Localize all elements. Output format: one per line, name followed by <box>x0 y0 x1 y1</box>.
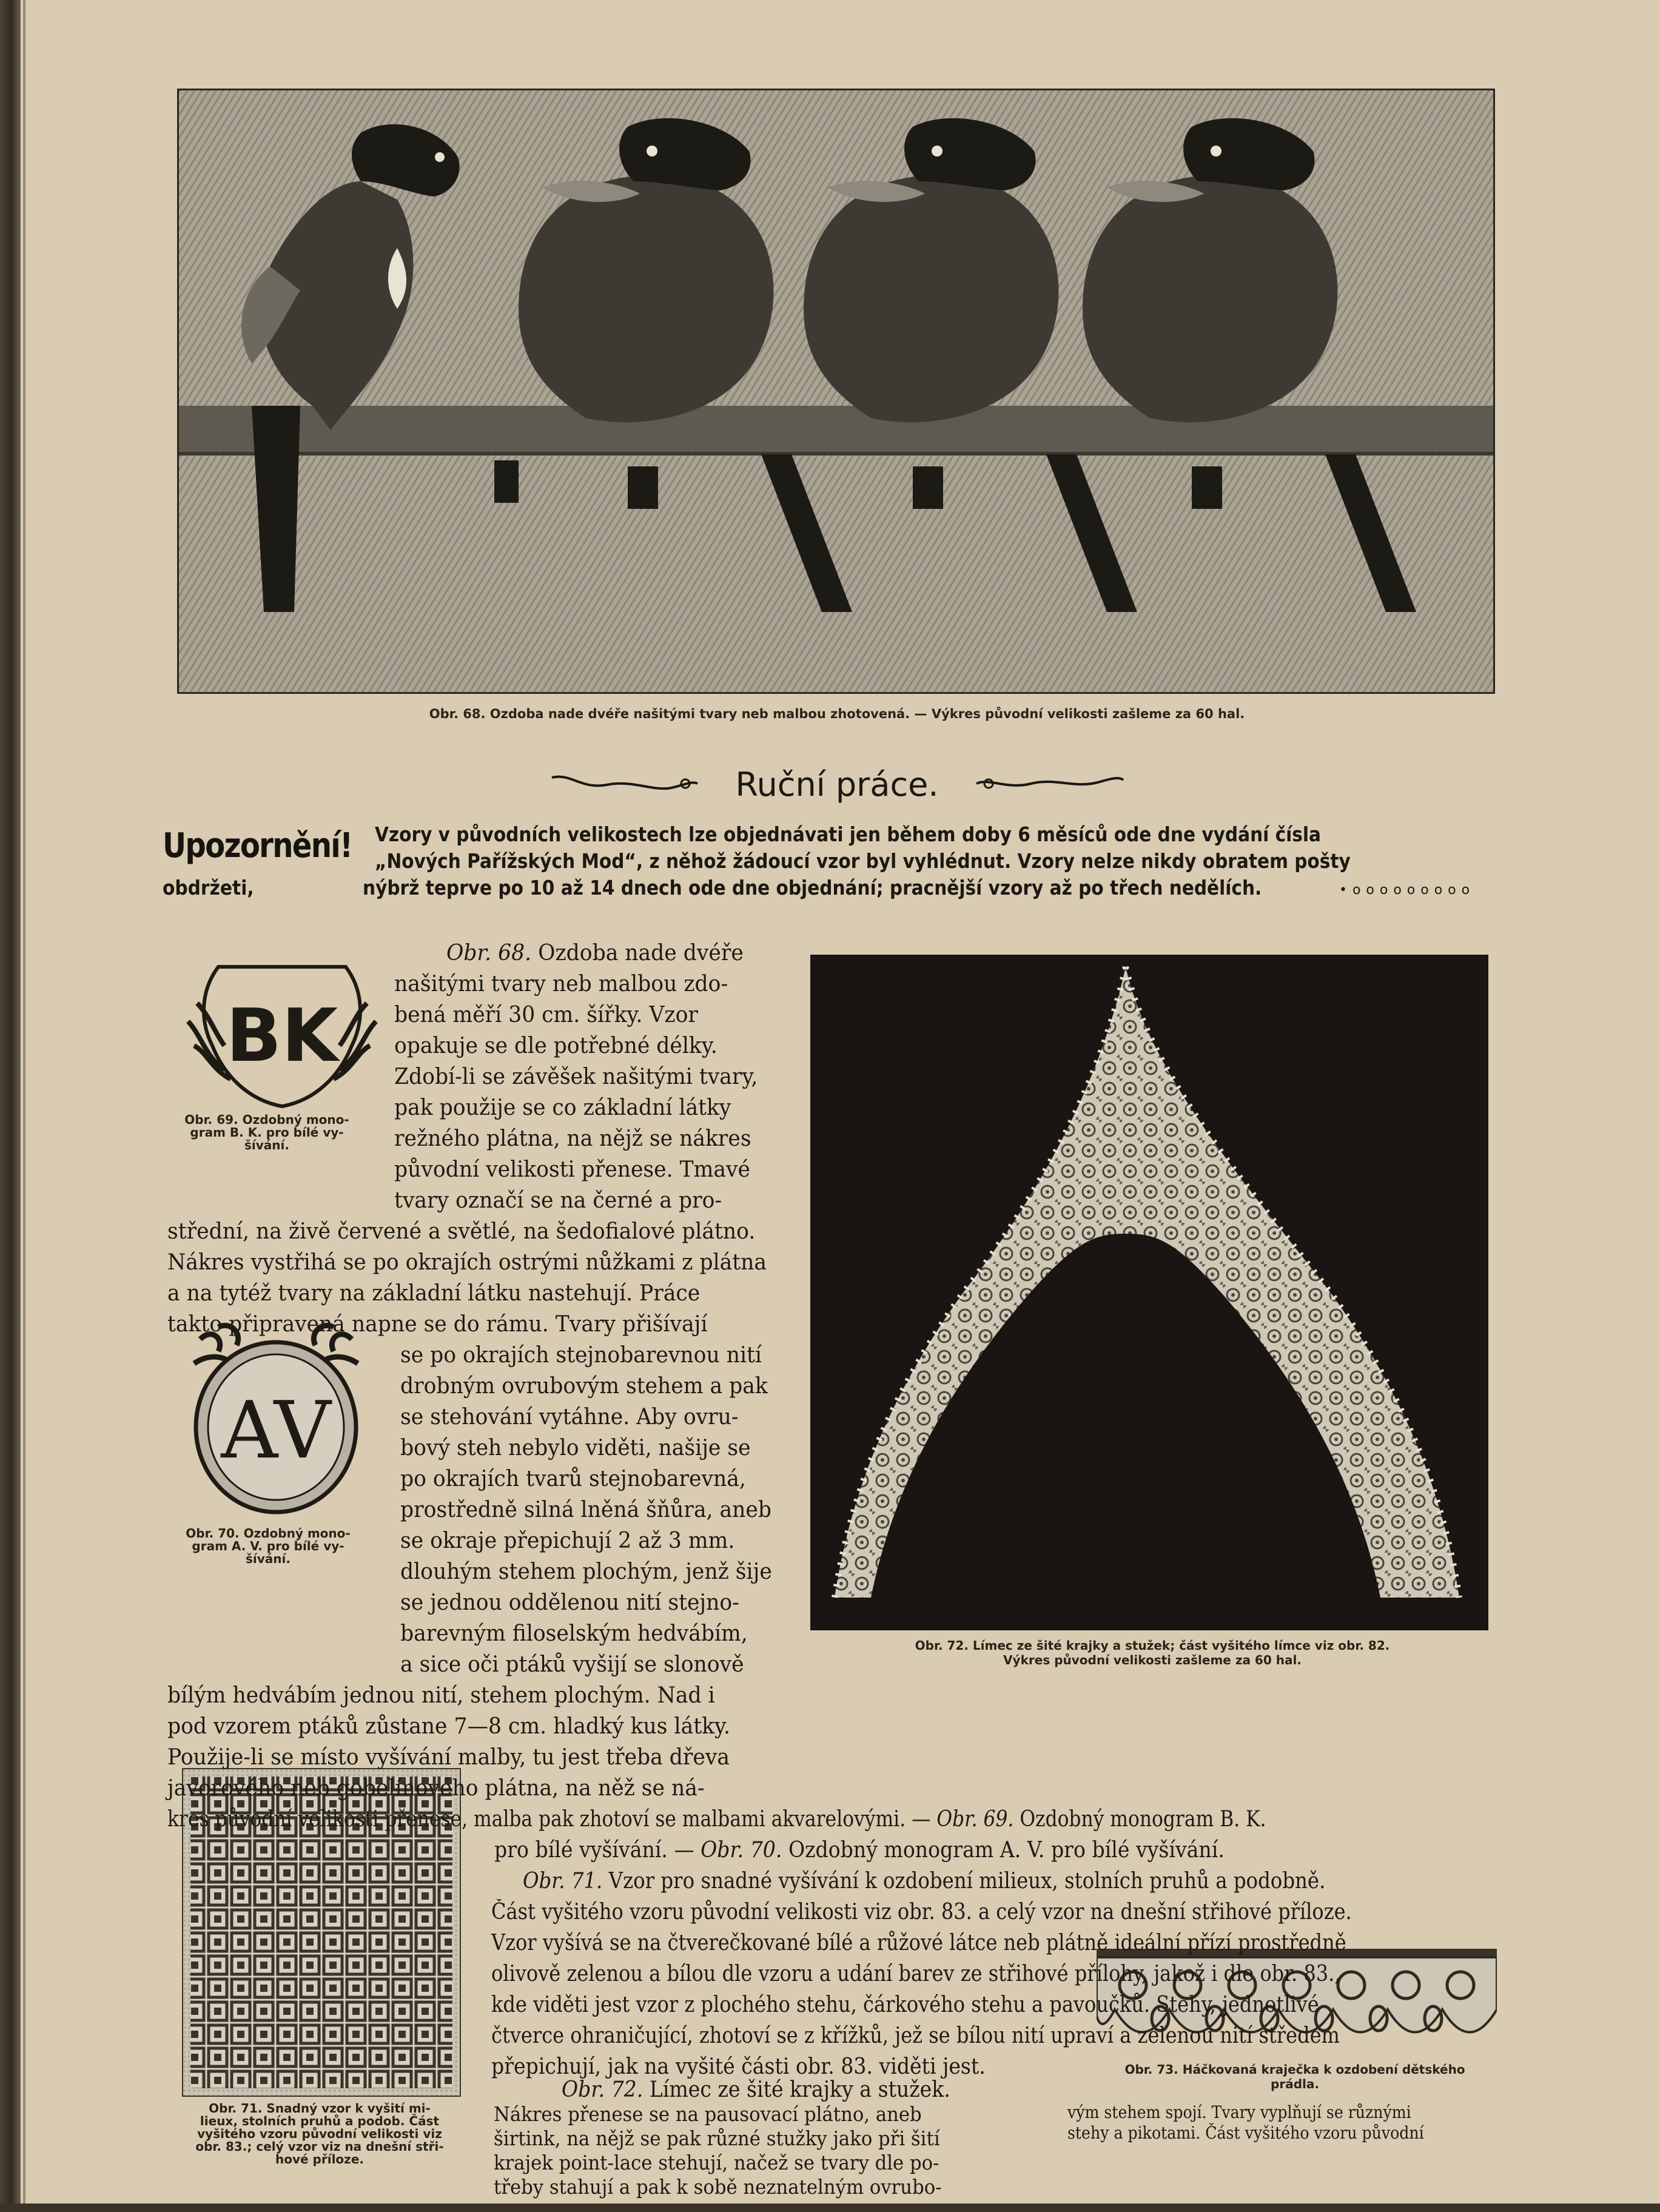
figure-reference: Obr. 72. <box>562 2077 644 2102</box>
text-line: Použije-li se místo vyšívání malby, tu jest třeba dřeva <box>167 1745 730 1770</box>
fig69-caption-line: Obr. 69. Ozdobný mono- <box>184 1112 349 1127</box>
text-line: prostředně silná lněná šňůra, aneb <box>400 1498 771 1522</box>
text-line: režného plátna, na nějž se nákres <box>394 1126 751 1151</box>
fig71-caption-line: Obr. 71. Snadný vzor k vyšití mi- <box>209 2101 431 2116</box>
fig72-caption-line: Výkres původní velikosti zašleme za 60 hal. <box>1003 1653 1302 1667</box>
text-line: pak použije se co základní látky <box>394 1095 731 1120</box>
text-line: našitými tvary neb malbou zdo- <box>394 972 728 997</box>
text-line: Část vyšitého vzoru původní velikosti viz obr. 83. a celý vzor na dnešní střihové příloze. <box>491 1900 1352 1925</box>
text-line: Nákres přenese se na pausovací plátno, aneb <box>494 2102 922 2126</box>
figure-reference: Obr. 68. <box>446 941 532 966</box>
notice-label: Upozornění! <box>163 826 352 866</box>
fig69-letters: BK <box>226 994 338 1078</box>
text-span: pro bílé vyšívání. — <box>494 1838 694 1863</box>
text-line: pod vzorem ptáků zůstane 7—8 cm. hladký kus látky. <box>167 1714 730 1739</box>
bottom-edge <box>0 2204 1660 2212</box>
text-line: tvary označí se na černé a pro- <box>394 1188 722 1213</box>
text-line: se po okrajích stejnobarevnou nití <box>400 1343 762 1368</box>
text-line <box>494 1835 1225 1866</box>
text-line: takto připravená napne se do rámu. Tvary přišívají <box>167 1312 708 1337</box>
fig70-caption <box>165 1527 371 1565</box>
text-line: Nákres vystřihá se po okrajích ostrými nůžkami z plátna <box>167 1250 767 1275</box>
text-line: kde viděti jest vzor z plochého stehu, čárkového stehu a pavoučků. Stehy, jednotlivé <box>491 1992 1319 2017</box>
fig70-monogram-av <box>182 1315 370 1515</box>
fig71-caption-line: obr. 83.; celý vzor viz na dnešní stři- <box>195 2139 444 2154</box>
text-line: bový steh nebylo viděti, našije se <box>400 1436 751 1461</box>
text-line: se jednou oddělenou nití stejno- <box>400 1590 739 1615</box>
text-span: Ozdoba nade dvéře <box>538 941 744 966</box>
fig73-caption <box>1067 2062 1522 2091</box>
left-flourish-icon <box>546 772 704 796</box>
fig71-caption-line: lieux, stolních pruhů a podob. Část <box>200 2114 440 2128</box>
fig70-caption-line: gram A. V. pro bílé vy- <box>192 1539 344 1553</box>
text-line: stehy a pikotami. Část vyšitého vzoru původní <box>1067 2123 1424 2143</box>
notice-line-2: „Nových Pařížských Mod“, z něhož žádoucí vzor byl vyhlédnut. Vzory nelze nikdy obratem pošty <box>375 849 1351 873</box>
text-line: drobným ovrubovým stehem a pak <box>400 1374 768 1399</box>
text-line <box>446 938 744 969</box>
text-line: krajek point-lace stehují, načež se tvary dle po- <box>494 2151 939 2174</box>
fig69-caption <box>164 1114 370 1152</box>
text-line: Vzor vyšívá se na čtverečkované bílé a růžové látce neb plátně ideální přízí prostředně <box>491 1931 1346 1955</box>
text-line: dlouhým stehem plochým, jenž šije <box>400 1559 772 1584</box>
fig70-caption-line: šívání. <box>246 1551 291 1566</box>
text-span: kres původní velikosti přenese, malba pak zhotoví se malbami akvarelovými. — <box>167 1807 931 1832</box>
fig70-letters: AV <box>221 1384 331 1476</box>
figure-reference: Obr. 70. <box>701 1838 782 1863</box>
text-line: se stehování vytáhne. Aby ovru- <box>400 1405 739 1430</box>
notice-line-3-start: obdržeti, <box>163 876 254 899</box>
text-line: barevným filoselským hedvábím, <box>400 1621 748 1646</box>
fig69-caption-line: gram B. K. pro bílé vy- <box>190 1125 344 1140</box>
fig68-caption: Obr. 68. Ozdoba nade dvéře našitými tvary neb malbou zhotovená. — Výkres původní velikosti zašleme za 60 hal. <box>429 707 1245 721</box>
text-line: vým stehem spojí. Tvary vyplňují se různými <box>1067 2102 1411 2122</box>
text-line: Zdobí-li se závěšek našitými tvary, <box>394 1064 758 1089</box>
text-span: Ozdobný monogram B. K. <box>1020 1807 1266 1832</box>
text-line: javorového neb gobelínového plátna, na něž se ná- <box>167 1776 705 1801</box>
fig71-caption-line: vyšitého vzoru původní velikosti viz <box>197 2126 442 2141</box>
section-heading-row <box>546 761 1128 815</box>
text-line: po okrajích tvarů stejnobarevná, <box>400 1467 746 1491</box>
text-line: a na tytéž tvary na základní látku nastehují. Práce <box>167 1281 701 1306</box>
section-heading: Ruční práce. <box>735 765 939 804</box>
text-line: přepichují, jak na vyšité části obr. 83. viděti jest. <box>491 2054 986 2079</box>
text-line: a sice oči ptáků vyšijí se slonově <box>400 1652 744 1677</box>
fig72-caption-line: Obr. 72. Límec ze šité krajky a stužek; část vyšitého límce viz obr. 82. <box>915 1638 1390 1653</box>
fig72-lace-collar-photo <box>810 955 1488 1630</box>
text-line: bílým hedvábím jednou nití, stehem plochým. Nad i <box>167 1683 715 1708</box>
book-spine-edge <box>0 0 21 2212</box>
fig72-caption <box>819 1638 1486 1667</box>
text-span: Vzor pro snadné vyšívání k ozdobení milieux, stolních pruhů a podobně. <box>608 1869 1326 1894</box>
fig71-caption-line: hové příloze. <box>275 2152 364 2167</box>
fig69-monogram-bk <box>182 955 382 1114</box>
text-line: opakuje se dle potřebné délky. <box>394 1034 717 1058</box>
text-line: olivově zelenou a bílou dle vzoru a udání barev ze střihové přílohy, jakož i dle obr. 83., <box>491 1962 1341 1986</box>
text-line: širtink, na nějž se pak různé stužky jako při šití <box>494 2126 940 2150</box>
text-line: bená měří 30 cm. šířky. Vzor <box>394 1003 698 1027</box>
fig73-caption-line: prádla. <box>1271 2077 1319 2091</box>
text-span: Límec ze šité krajky a stužek. <box>649 2077 950 2102</box>
text-span: Ozdobný monogram A. V. pro bílé vyšívání. <box>788 1838 1225 1863</box>
text-line: původní velikosti přenese. Tmavé <box>394 1157 751 1182</box>
notice-dots: • o o o o o o o o o <box>1339 882 1471 898</box>
fig68-birds-illustration <box>177 89 1495 694</box>
fig71-caption <box>165 2102 474 2166</box>
text-line: třeby stahují a pak k sobě neznatelným ovrubo- <box>494 2175 942 2199</box>
text-line: čtverce ohraničující, zhotoví se z křížků, jež se bílou nití upraví a zelenou nití středem <box>491 2023 1340 2048</box>
fig73-caption-line: Obr. 73. Háčkovaná kraječka k ozdobení dětského <box>1124 2062 1465 2077</box>
figure-reference: Obr. 69. <box>936 1807 1014 1832</box>
text-line <box>562 2074 950 2105</box>
page-gutter-line <box>23 0 25 2212</box>
notice-line-3: nýbrž teprve po 10 až 14 dnech ode dne objednání; pracnější vzory až po třech nedělích. <box>363 876 1262 899</box>
right-flourish-icon <box>970 772 1128 796</box>
figure-reference: Obr. 71. <box>523 1869 603 1894</box>
text-line <box>523 1866 1325 1897</box>
fig70-caption-line: Obr. 70. Ozdobný mono- <box>186 1526 351 1541</box>
text-line <box>167 1804 1266 1835</box>
text-line: se okraje přepichují 2 až 3 mm. <box>400 1528 735 1553</box>
fig69-caption-line: šívání. <box>244 1138 289 1152</box>
notice-line-1: Vzory v původních velikostech lze objednávati jen během doby 6 měsíců ode dne vydání čísla <box>375 822 1322 846</box>
text-line: střední, na živě červené a světlé, na šedofialové plátno. <box>167 1219 756 1244</box>
